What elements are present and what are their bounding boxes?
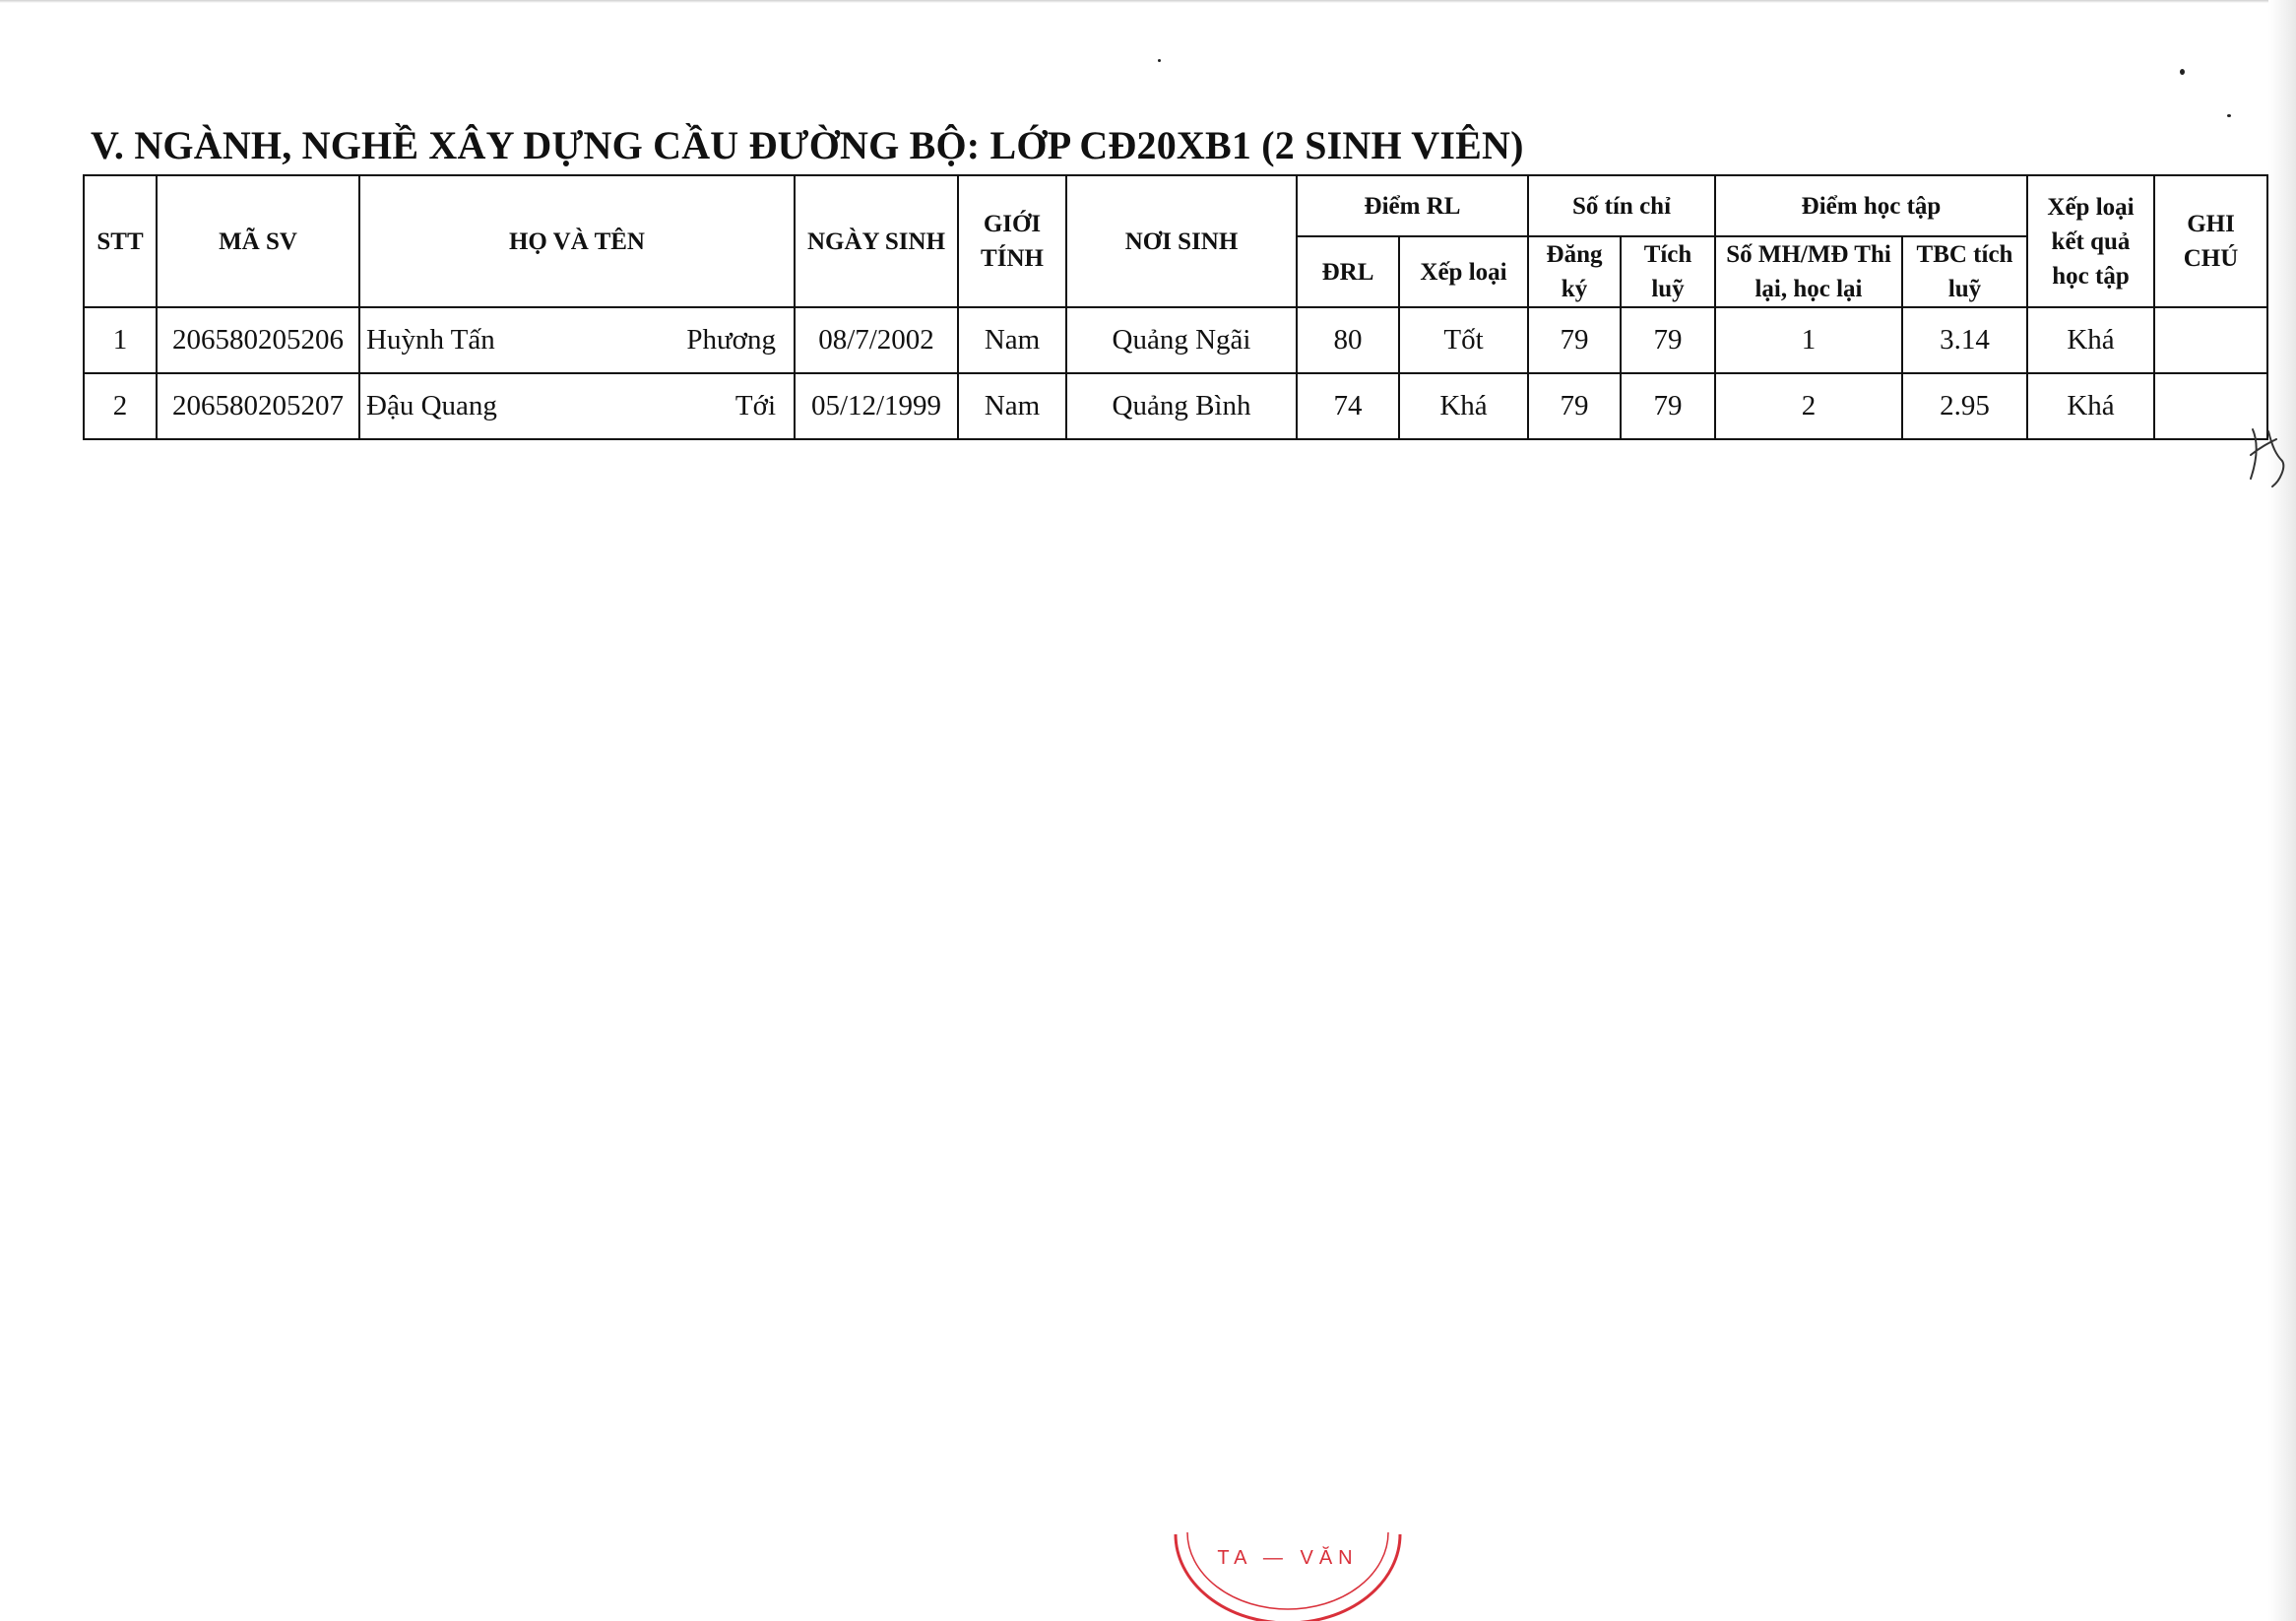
cell-drl: 74: [1297, 373, 1399, 439]
header-noi-sinh: NƠI SINH: [1066, 175, 1297, 307]
table-row: [84, 373, 2267, 439]
cell-stt: 2: [84, 373, 157, 439]
stamp-arc: [1187, 1532, 1388, 1609]
header-diem-hoc-tap: Điểm học tập: [1715, 175, 2027, 236]
scan-speck: [1158, 59, 1161, 62]
cell-noi-sinh: Quảng Ngãi: [1066, 307, 1297, 373]
cell-xep-loai-rl: Khá: [1399, 373, 1528, 439]
header-dang-ky: Đăng ký: [1528, 236, 1621, 307]
cell-ma-sv: 206580205207: [157, 373, 359, 439]
cell-noi-sinh: Quảng Bình: [1066, 373, 1297, 439]
cell-ngay-sinh: 05/12/1999: [795, 373, 958, 439]
cell-ho-dem: Đậu Quang: [366, 390, 497, 421]
header-gioi-tinh: GIỚI TÍNH: [958, 175, 1066, 307]
cell-ten: Tới: [734, 390, 776, 421]
table-header: [84, 175, 2267, 307]
scan-right-edge: [2268, 0, 2296, 1621]
official-seal-stamp: [1170, 1505, 1406, 1621]
cell-ma-sv: 206580205206: [157, 307, 359, 373]
cell-tich-luy: 79: [1621, 373, 1715, 439]
cell-ho-va-ten: [359, 373, 795, 439]
header-drl: ĐRL: [1297, 236, 1399, 307]
cell-xep-loai-hoc-tap: Khá: [2027, 307, 2154, 373]
scan-speck: [2180, 69, 2185, 75]
cell-tbc-tich-luy: 3.14: [1902, 307, 2027, 373]
cell-gioi-tinh: Nam: [958, 373, 1066, 439]
header-tich-luy: Tích luỹ: [1621, 236, 1715, 307]
cell-ho-dem: Huỳnh Tấn: [366, 324, 495, 356]
cell-tich-luy: 79: [1621, 307, 1715, 373]
header-so-mh-thi-lai: Số MH/MĐ Thi lại, học lại: [1715, 236, 1902, 307]
cell-xep-loai-rl: Tốt: [1399, 307, 1528, 373]
scan-top-edge: [0, 0, 2296, 3]
cell-so-mh-thi-lai: 2: [1715, 373, 1902, 439]
header-diem-rl: Điểm RL: [1297, 175, 1528, 236]
cell-ten: Phương: [686, 324, 776, 356]
header-tbc-tich-luy: TBC tích luỹ: [1902, 236, 2027, 307]
cell-dang-ky: 79: [1528, 373, 1621, 439]
cell-so-mh-thi-lai: 1: [1715, 307, 1902, 373]
cell-drl: 80: [1297, 307, 1399, 373]
header-stt: STT: [84, 175, 157, 307]
scan-speck: [2227, 114, 2231, 117]
cell-ho-va-ten: [359, 307, 795, 373]
stamp-text: TA — VĂN: [1217, 1547, 1359, 1569]
cell-dang-ky: 79: [1528, 307, 1621, 373]
student-results-table: [83, 174, 2268, 440]
header-xep-loai-ket-qua: Xếp loại kết quả học tập: [2027, 175, 2154, 307]
cell-ngay-sinh: 08/7/2002: [795, 307, 958, 373]
cell-tbc-tich-luy: 2.95: [1902, 373, 2027, 439]
header-xep-loai-rl: Xếp loại: [1399, 236, 1528, 307]
section-title: V. NGÀNH, NGHỀ XÂY DỰNG CẦU ĐƯỜNG BỘ: LỚP CĐ20XB1 (2 SINH VIÊN): [91, 123, 1524, 167]
header-ngay-sinh: NGÀY SINH: [795, 175, 958, 307]
cell-gioi-tinh: Nam: [958, 307, 1066, 373]
cell-xep-loai-hoc-tap: Khá: [2027, 373, 2154, 439]
header-ho-va-ten: HỌ VÀ TÊN: [359, 175, 795, 307]
header-ghi-chu: GHI CHÚ: [2154, 175, 2267, 307]
cell-ghi-chu: [2154, 307, 2267, 373]
table-body: [84, 307, 2267, 439]
cell-stt: 1: [84, 307, 157, 373]
header-so-tin-chi: Số tín chỉ: [1528, 175, 1715, 236]
table-row: [84, 307, 2267, 373]
header-ma-sv: MÃ SV: [157, 175, 359, 307]
handwritten-initial-icon: [2247, 421, 2294, 490]
